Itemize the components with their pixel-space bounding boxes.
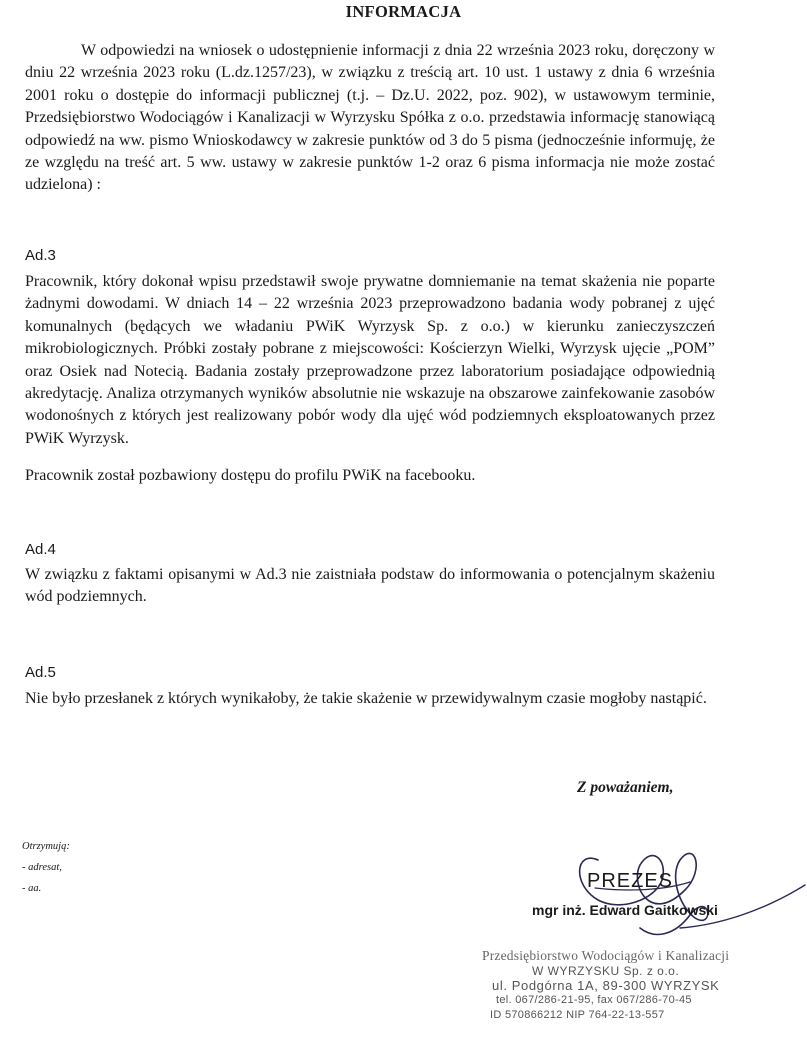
stamp-line: W WYRZYSKU Sp. z o.o. — [532, 964, 680, 978]
section-heading-ad5: Ad.5 — [25, 664, 56, 681]
recipients-list — [22, 836, 70, 899]
signature-name: mgr inż. Edward Gaitkowski — [532, 902, 718, 918]
closing-salutation: Z poważaniem, — [577, 779, 674, 796]
signature-title: PREZES — [587, 870, 674, 892]
section-text-ad3-note: Pracownik został pozbawiony dostępu do profilu PWiK na facebooku. — [25, 467, 476, 484]
stamp-line: Przedsiębiorstwo Wodociągów i Kanalizacji — [482, 948, 730, 963]
section-heading-ad4: Ad.4 — [25, 541, 56, 558]
recipient-item: - adresat, — [22, 862, 62, 873]
signature-block — [480, 830, 807, 1040]
section-text-ad5: Nie było przesłanek z których wynikałoby, że takie skażenie w przewidywalnym czasie mogłoby nastąpić. — [25, 690, 707, 707]
intro-paragraph: W odpowiedzi na wniosek o udostępnienie informacji z dnia 22 września 2023 roku, doręczony w dniu 22 września 2023 roku (L.dz.1257/23), w związku z treścią art. 10 ust. 1 ustawy z dnia 6 września 2001 roku o dostępie do informacji publicznej (t.j. – Dz.U. 2022, poz. 902), w ustawowym terminie, Przedsiębiorstwo Wodociągów i Kanalizacji w Wyrzysku Spółka z o.o. przedstawia informację stanowiącą odpowiedź na ww. pismo Wnioskodawcy w zakresie punktów od 3 do 5 pisma (jednocześnie informuję, że ze względu na treść art. 5 ww. ustawy w zakresie punktów 1-2 oraz 6 pisma informacja nie może zostać udzielona) : — [25, 42, 715, 194]
section-text-ad3: Pracownik, który dokonał wpisu przedstawił swoje prywatne domniemanie na temat skażenia nie poparte żadnymi dowodami. W dniach 14 – 22 września 2023 przeprowadzono badania wody pobranej z ujęć komunalnych (będących we władaniu PWiK Wyrzysk Sp. z o.o.) w kierunku zanieczyszczeń mikrobiologicznych. Próbki zostały pobrane z miejscowości: Kościerzyn Wielki, Wyrzysk ujęcie „POM” oraz Osiek nad Notecią. Badania zostały przeprowadzone przez laboratorium posiadające odpowiednią akredytację. Analiza otrzymanych wyników absolutnie nie wskazuje na obszarowe zainfekowanie zasobów wodonośnych z których jest realizowany pobór wody dla ujęć wód podziemnych eksploatowanych przez PWiK Wyrzysk. — [25, 273, 715, 447]
recipients-label: Otrzymują: — [22, 841, 70, 852]
recipient-item: - aa. — [22, 883, 42, 894]
section-heading-ad3: Ad.3 — [25, 247, 56, 264]
document-title: INFORMACJA — [345, 2, 462, 21]
handwritten-signature — [480, 830, 807, 960]
stamp-line: ul. Podgórna 1A, 89-300 WYRZYSK — [492, 978, 720, 993]
stamp-line: tel. 067/286-21-95, fax 067/286-70-45 — [496, 994, 692, 1006]
section-text-ad4: W związku z faktami opisanymi w Ad.3 nie zaistniała podstaw do informowania o potencjalnym skażeniu wód podziemnych. — [25, 566, 715, 606]
stamp-line: ID 570866212 NIP 764-22-13-557 — [490, 1009, 665, 1021]
